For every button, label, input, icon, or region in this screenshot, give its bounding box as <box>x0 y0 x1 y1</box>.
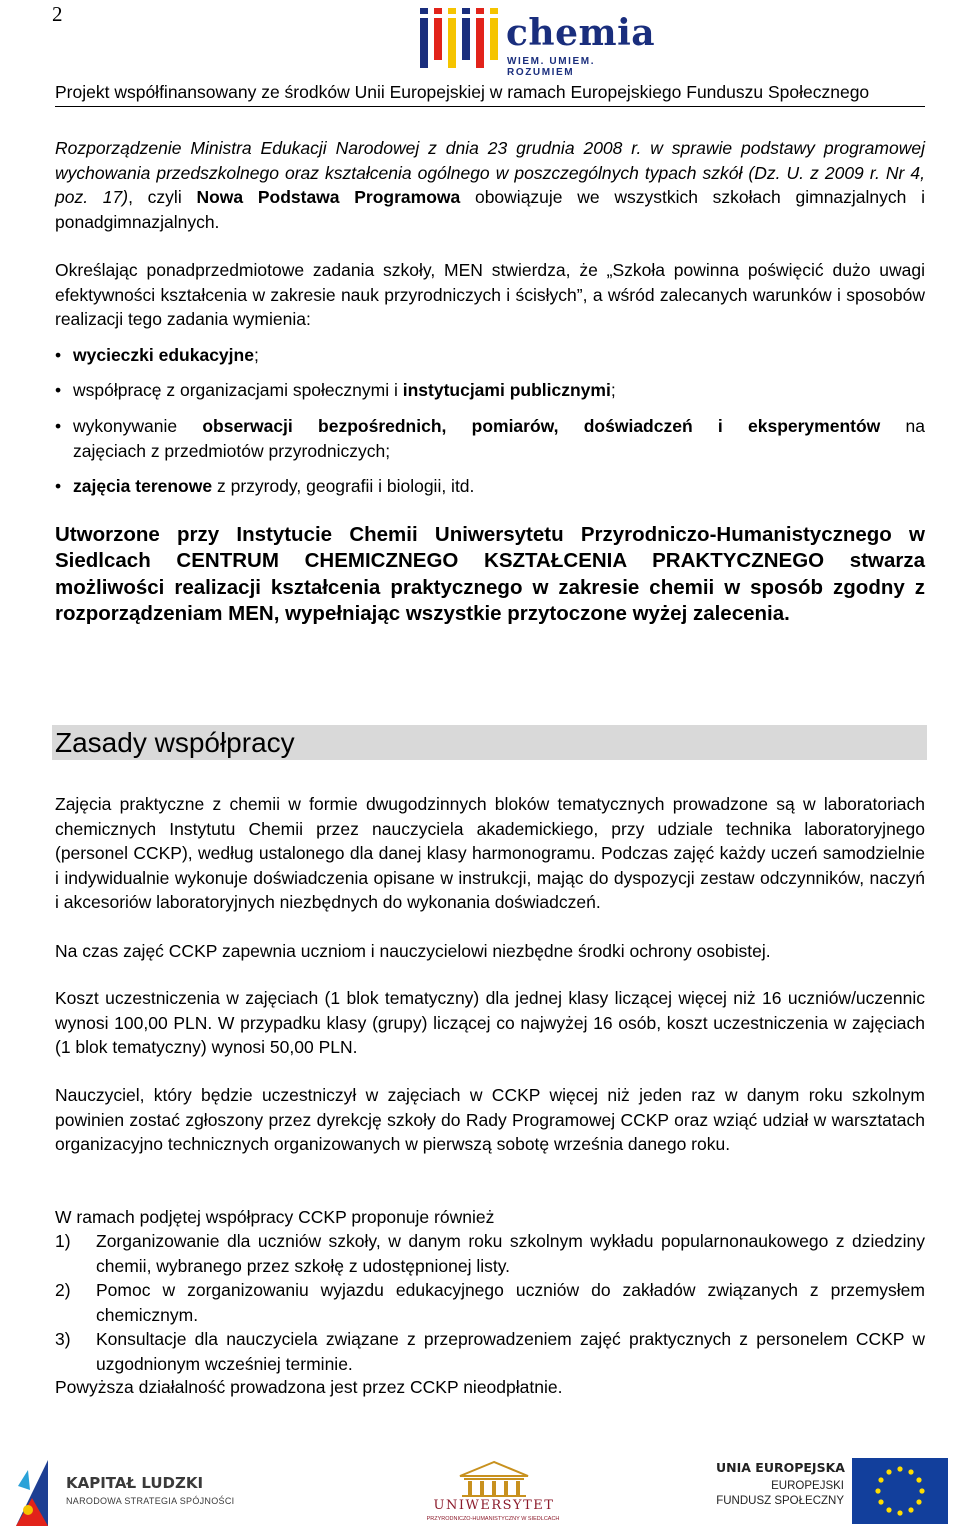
eu-title: UNIA EUROPEJSKA <box>716 1460 845 1475</box>
bullet-dot: • <box>55 476 62 496</box>
project-line: Projekt współfinansowany ze środków Unii Europejskiej w ramach Europejskiego Funduszu Społecznego <box>55 82 870 102</box>
eu-logo <box>716 1452 952 1530</box>
chemia-logo-mark <box>416 2 502 78</box>
kl-subtitle: NARODOWA STRATEGIA SPÓJNOŚCI <box>66 1496 235 1506</box>
kl-title: KAPITAŁ LUDZKI <box>66 1474 204 1492</box>
header-rule <box>55 106 925 107</box>
regulation-citation: Rozporządzenie Ministra Edukacji Narodowej z dnia 23 grudnia 2008 r. w sprawie podstawy programowej wychowania przedszkolnego oraz kształcenia ogólnego w poszczególnych typach szkół (Dz. U. z 2009 r. Nr 4, poz. 17) <box>55 138 925 207</box>
paragraph-classes: Zajęcia praktyczne z chemii w formie dwugodzinnych bloków tematycznych prowadzone są w laboratoriach chemicznych Instytutu Chemii przez nauczyciela akademickiego, przy udziale technika laboratoryjnego (personel CCKP), według ustalonego dla danej klasy harmonogramu. Podczas zajęć każdy uczeń samodzielnie i indywidualnie wykonuje doświadczenia opisane w instrukcji, mając do dyspozycji zestaw odczynników, naczyń i akcesoriów laboratoryjnych niezbędnych do wykonania doświadczeń. <box>55 794 925 912</box>
paragraph-cost: Koszt uczestniczenia w zajęciach (1 blok tematyczny) dla jednej klasy liczącej więcej niż 16 uczniów/uczennic wynosi 100,00 PLN. W przypadku klasy (grupy) liczącej co najwyżej 16 osób, koszt uczestniczenia w zajęciach (1 blok tematyczny) wynosi 50,00 PLN. <box>55 988 925 1057</box>
new-core-curriculum: Nowa Podstawa Programowa <box>196 187 461 207</box>
paragraph-protection: Na czas zajęć CCKP zapewnia uczniom i nauczycielowi niezbędne środki ochrony osobistej. <box>55 941 771 961</box>
cckp-statement: Utworzone przy Instytucie Chemii Uniwersytetu Przyrodniczo-Humanistycznego w Siedlcach CENTRUM CHEMICZNEGO KSZTAŁCENIA PRAKTYCZNEGO stwarza możliwości realizacji kształcenia praktycznego w zakresie chemii w sposób zgodny z rozporządzeniam MEN, wypełniając wszystkie przytoczone wyżej zalecenia. <box>55 523 925 626</box>
bullet-dot: • <box>55 380 62 400</box>
eu-subtitle-1: EUROPEJSKI <box>771 1480 844 1492</box>
closing-line: Powyższa działalność prowadzona jest przez CCKP nieodpłatnie. <box>55 1377 563 1397</box>
eu-flag-icon <box>852 1458 948 1524</box>
university-name: UNIWERSYTET <box>433 1498 555 1513</box>
kapital-ludzki-emblem <box>8 1456 52 1528</box>
list-item: 3) Konsultacje dla nauczyciela związane z przeprowadzeniem zajęć praktycznych z personelem CCKP w uzgodnionym wcześniej terminie. <box>55 1329 925 1374</box>
bullet-item: • współpracę z organizacjami społecznymi i instytucjami publicznymi; <box>55 378 925 403</box>
university-logo <box>418 1452 568 1530</box>
eu-subtitle-2: FUNDUSZ SPOŁECZNY <box>716 1495 844 1507</box>
bullet-dot: • <box>55 416 62 436</box>
chemia-logo-tagline: WIEM. UMIEM. ROZUMIEM <box>507 56 596 78</box>
list-item: 2) Pomoc w zorganizowaniu wyjazdu edukacyjnego uczniów do zakładów związanych z przemysłem chemicznym. <box>55 1280 925 1325</box>
bullet-dot: • <box>55 345 62 365</box>
bullet-item: • wycieczki edukacyjne; <box>55 343 925 368</box>
chemia-logo <box>416 2 656 78</box>
page-number: 2 <box>52 2 63 26</box>
university-building-icon <box>454 1460 534 1498</box>
offer-list <box>55 1229 925 1376</box>
bullet-item: • wykonywanie obserwacji bezpośrednich, pomiarów, doświadczeń i eksperymentów na zajęciach z przedmiotów przyrodniczych; <box>55 416 925 461</box>
section-heading: Zasady współpracy <box>55 727 295 758</box>
chemia-logo-word: chemia <box>506 12 656 54</box>
paragraph-offer: W ramach podjętej współpracy CCKP proponuje również <box>55 1207 495 1227</box>
men-paragraph: Określając ponadprzedmiotowe zadania szkoły, MEN stwierdza, że „Szkoła powinna poświęcić dużo uwagi efektywności kształcenia w zakresie nauk przyrodniczych i ścisłych”, a wśród zalecanych warunków i sposobów realizacji tego zadania wymienia: <box>55 260 925 329</box>
list-item: 1) Zorganizowanie dla uczniów szkoły, w danym roku szkolnym wykładu popularnonaukowego z dziedziny chemii, wybranego przez szkołę z udostępnionej listy. <box>55 1231 925 1276</box>
kapital-ludzki-logo <box>8 1452 248 1530</box>
bullet-item: • zajęcia terenowe z przyrody, geografii i biologii, itd. <box>55 474 925 499</box>
paragraph-teacher: Nauczyciel, który będzie uczestniczył w zajęciach w CCKP więcej niż jeden raz w danym roku szkolnym powinien zostać zgłoszony przez dyrekcję szkoły do Rady Programowej CCKP oraz wziąć udział w warsztatach organizacyjno technicznych organizowanych w pierwszą sobotę września danego roku. <box>55 1085 925 1154</box>
university-subtitle: PRZYRODNICZO-HUMANISTYCZNY W SIEDLCACH <box>426 1516 560 1522</box>
intro-paragraph: Rozporządzenie Ministra Edukacji Narodowej z dnia 23 grudnia 2008 r. w sprawie podstawy programowej wychowania przedszkolnego oraz kształcenia ogólnego w poszczególnych typach szkół (Dz. U. z 2009 r. Nr 4, poz. 17), czyli Nowa Podstawa Programowa obowiązuje we wszystkich szkołach gimnazjalnych i ponadgimnazjalnych. <box>55 138 925 232</box>
